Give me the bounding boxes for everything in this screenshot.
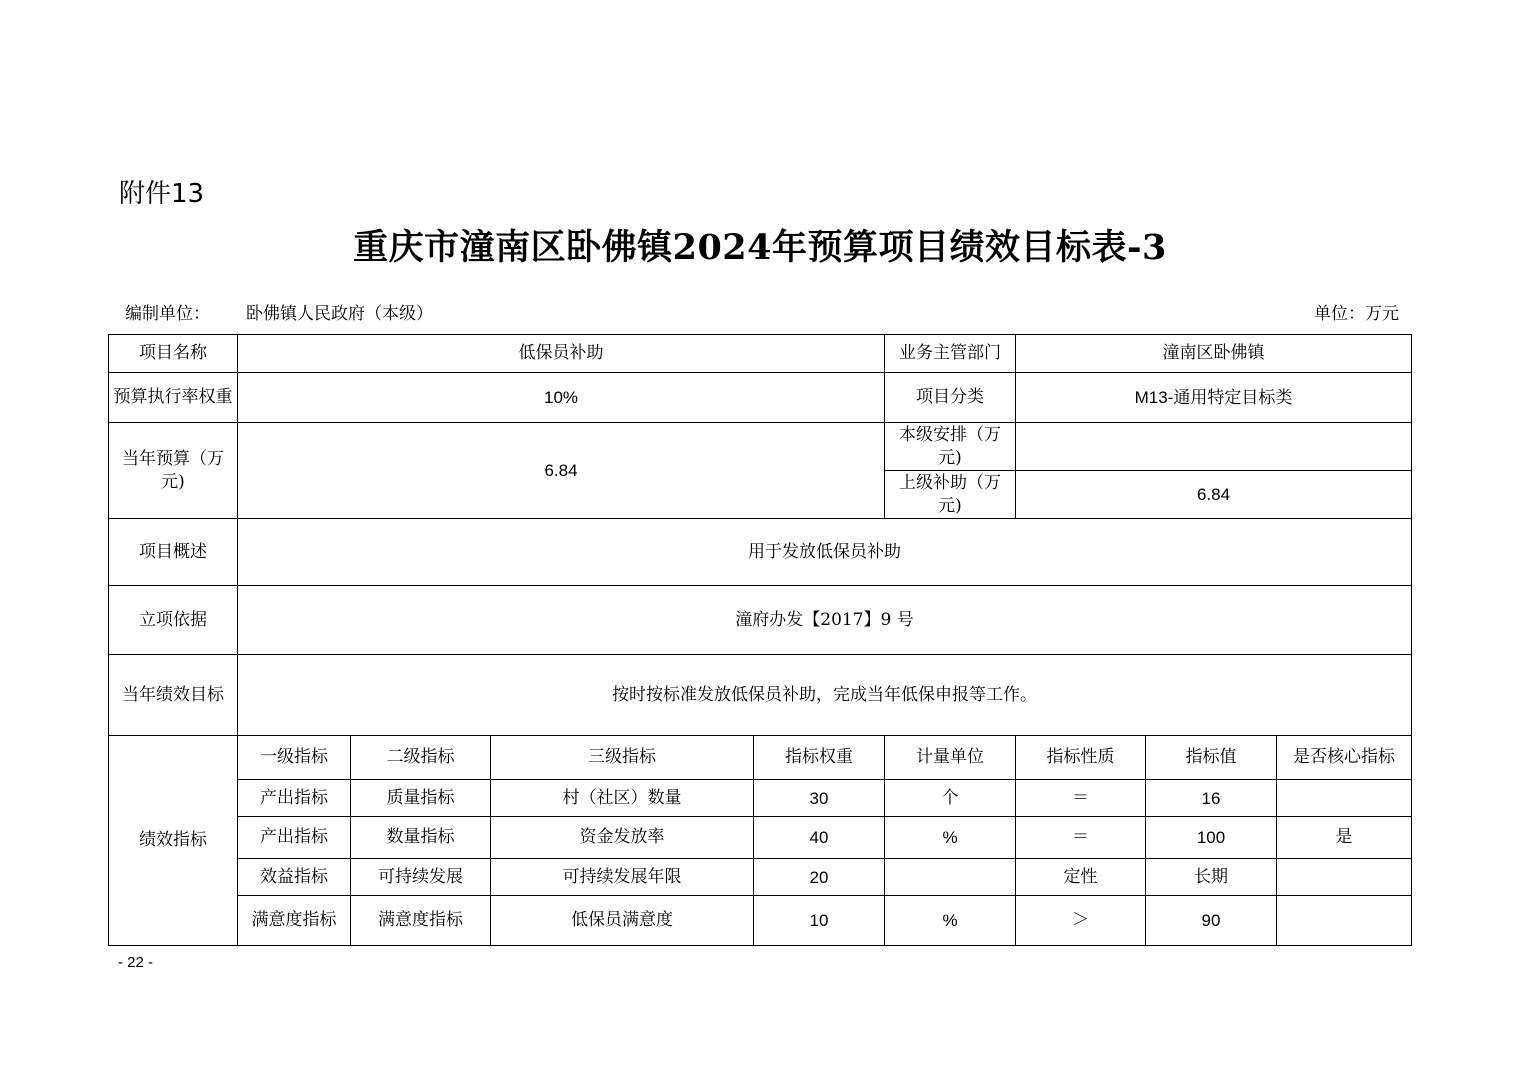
unit-cell: % <box>885 896 1016 946</box>
project-name-label: 项目名称 <box>109 335 238 373</box>
org-label: 编制单位： <box>125 304 210 324</box>
weight-cell: 10 <box>754 896 885 946</box>
table-row <box>109 655 1412 736</box>
indicator-header-row <box>109 736 1412 780</box>
overview-value: 用于发放低保员补助 <box>238 519 1412 586</box>
level3-cell: 资金发放率 <box>491 817 754 859</box>
upper-value: 6.84 <box>1016 471 1412 519</box>
level3-cell: 村（社区）数量 <box>491 780 754 817</box>
value-cell: 90 <box>1146 896 1277 946</box>
level3-cell: 低保员满意度 <box>491 896 754 946</box>
org-line <box>125 299 433 324</box>
indicator-row <box>109 859 1412 896</box>
level1-cell: 效益指标 <box>238 859 351 896</box>
weight-cell: 20 <box>754 859 885 896</box>
header-cell: 是否核心指标 <box>1277 736 1412 780</box>
table-row <box>109 423 1412 471</box>
table-row <box>109 519 1412 586</box>
core-cell: 是 <box>1277 817 1412 859</box>
category-value: M13-通用特定目标类 <box>1016 373 1412 423</box>
budget-label: 当年预算（万元) <box>109 423 238 519</box>
dept-value: 潼南区卧佛镇 <box>1016 335 1412 373</box>
basis-label: 立项依据 <box>109 586 238 655</box>
level2-cell: 质量指标 <box>351 780 491 817</box>
core-cell <box>1277 859 1412 896</box>
nature-cell: ＝ <box>1016 780 1146 817</box>
table-row <box>109 373 1412 423</box>
header-cell: 指标值 <box>1146 736 1277 780</box>
exec-rate-label: 预算执行率权重 <box>109 373 238 423</box>
org-value: 卧佛镇人民政府（本级） <box>246 304 433 324</box>
table-row <box>109 586 1412 655</box>
level1-cell: 产出指标 <box>238 780 351 817</box>
value-cell: 长期 <box>1146 859 1277 896</box>
level2-cell: 满意度指标 <box>351 896 491 946</box>
page-number: - 22 - <box>118 954 154 971</box>
unit-cell: % <box>885 817 1016 859</box>
page-title: 重庆市潼南区卧佛镇2024年预算项目绩效目标表-3 <box>353 227 1167 268</box>
indicators-section-label: 绩效指标 <box>109 736 238 946</box>
weight-cell: 30 <box>754 780 885 817</box>
exec-rate-value: 10% <box>238 373 885 423</box>
goal-label: 当年绩效目标 <box>109 655 238 736</box>
local-label: 本级安排（万元) <box>885 423 1016 471</box>
goal-value: 按时按标准发放低保员补助，完成当年低保申报等工作。 <box>238 655 1412 736</box>
overview-label: 项目概述 <box>109 519 238 586</box>
level2-cell: 数量指标 <box>351 817 491 859</box>
project-name-value: 低保员补助 <box>238 335 885 373</box>
performance-table <box>108 334 1412 946</box>
weight-cell: 40 <box>754 817 885 859</box>
nature-cell: ＞ <box>1016 896 1146 946</box>
indicator-row <box>109 780 1412 817</box>
value-cell: 100 <box>1146 817 1277 859</box>
unit-cell: 个 <box>885 780 1016 817</box>
level1-cell: 满意度指标 <box>238 896 351 946</box>
unit-label: 单位：万元 <box>1314 304 1399 324</box>
table-row <box>109 335 1412 373</box>
header-cell: 二级指标 <box>351 736 491 780</box>
value-cell: 16 <box>1146 780 1277 817</box>
level1-cell: 产出指标 <box>238 817 351 859</box>
header-cell: 指标性质 <box>1016 736 1146 780</box>
local-value <box>1016 423 1412 471</box>
budget-value: 6.84 <box>238 423 885 519</box>
indicator-row <box>109 896 1412 946</box>
dept-label: 业务主管部门 <box>885 335 1016 373</box>
attachment-label: 附件13 <box>119 179 205 209</box>
header-cell: 三级指标 <box>491 736 754 780</box>
category-label: 项目分类 <box>885 373 1016 423</box>
upper-label: 上级补助（万元) <box>885 471 1016 519</box>
nature-cell: 定性 <box>1016 859 1146 896</box>
core-cell <box>1277 780 1412 817</box>
header-cell: 一级指标 <box>238 736 351 780</box>
level3-cell: 可持续发展年限 <box>491 859 754 896</box>
header-cell: 计量单位 <box>885 736 1016 780</box>
level2-cell: 可持续发展 <box>351 859 491 896</box>
core-cell <box>1277 896 1412 946</box>
nature-cell: ＝ <box>1016 817 1146 859</box>
indicator-row <box>109 817 1412 859</box>
basis-value: 潼府办发【2017】9 号 <box>238 586 1412 655</box>
unit-cell <box>885 859 1016 896</box>
header-cell: 指标权重 <box>754 736 885 780</box>
